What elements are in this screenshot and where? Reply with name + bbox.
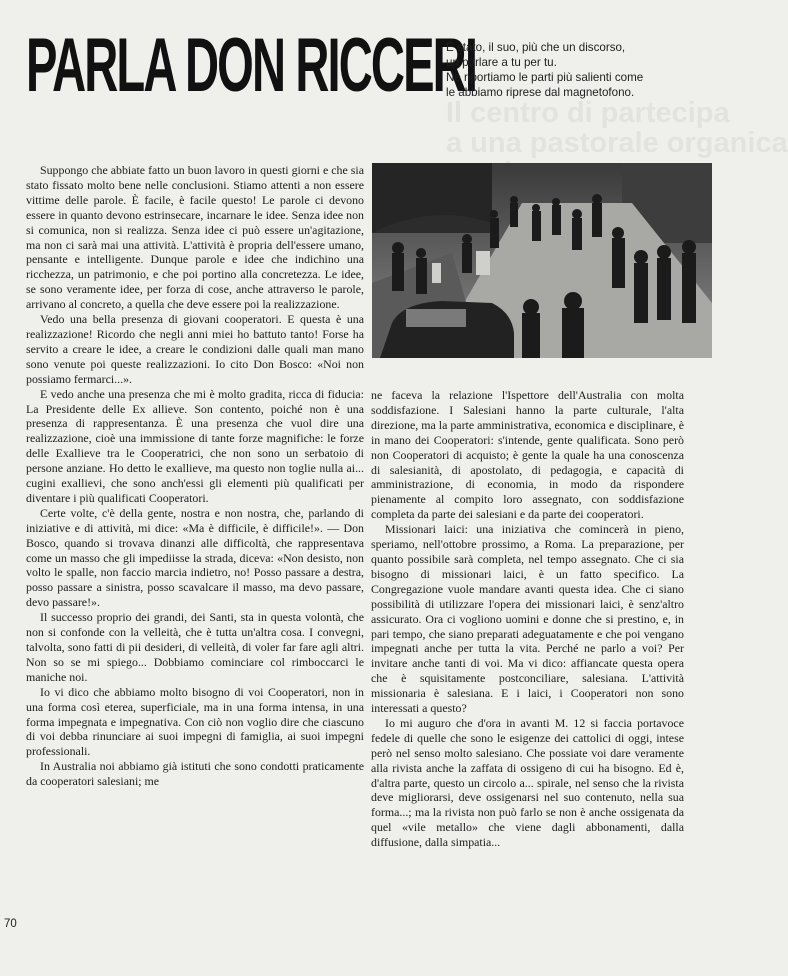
paragraph: Certe volte, c'è della gente, nostra e non nostra, che, parlando di iniziative e di attività, mi dice: «Ma è difficile, è difficile!». — Don Bosco, quando si trovava dinanzi alle difficoltà, che rappresentava come un masso che gli impediisse la strada, diceva: «Non desisto, non volto le spalle, non faccio marcia indietro, no! Posso passare a destra, posso passare a sinistra, posso scavalcare il masso, ma devo passare, devo passare!». [26,505,364,610]
right-text-column [371,388,684,850]
intro-line: È stato, il suo, più che un discorso, [446,41,626,54]
page-number: 70 [4,918,17,930]
show-through-text: Il centro di partecipa a una pastorale organica [446,97,788,159]
paragraph: Missionari laici: una iniziativa che comincerà in pieno, speriamo, nell'ottobre prossimo, a Roma. La preparazione, per quanto possibile sarà completa, nel tempo assegnato. Che ci sia bisogno di missionari laici, è un fatto specifico. La Congregazione vuole mandare avanti questa idea. Che ci siano possibilità di utilizzare l'opera dei missionari laici, è senz'altro assicurato. Ora ci vogliono uomini e donne che si prestino, e, in pari tempo, che siano preparati adeguatamente e che poi vengano impegnati anche per tutta la vita. Perché ne parlo a voi? Per invitare anche tanti di voi. Ma vi dico: affiancate questa opera che è squisitamente postconciliare, salesiana. L'attività missionaria è salesiana. E i laici, i Cooperatori non sono interessati a questo? [371,522,684,716]
paragraph: Vedo una bella presenza di giovani cooperatori. E questa è una realizzazione! Ricordo che negli anni miei ho battuto tanto! Forse ha servito a creare le idee, a creare le condizioni dalle quali man mano sono venute poi queste realizzazioni. Io cito Don Bosco: «Noi non possiamo fermarci...». [26,312,364,386]
intro-line: un parlare a tu per tu. [446,56,557,69]
paragraph: Io mi auguro che d'ora in avanti M. 12 si faccia portavoce fedele di quelle che sono le esigenze dei cattolici di oggi, intese però nel senso molto salesiano. Che possiate voi dare veramente alla rivista anche la zaffata di ossigeno di cui ha bisogno. Ed è, d'altra parte, questo un circolo a... spirale, nel senso che la rivista deve migliorarsi, deve ossigenarsi nel suo contenuto, nella sua forma...; ma la rivista non può farlo se non è anche ossigenata da quel «vile metallo» che viene dagli abbonamenti, dalla diffusione, dalla simpatia... [371,715,684,850]
paragraph: In Australia noi abbiamo già istituti che sono condotti praticamente da cooperatori salesiani; me [26,759,364,789]
article-photo [372,163,712,358]
article-title: PARLA DON RICCERI [26,23,477,108]
intro-line: Ne riportiamo le parti più salienti come [446,71,644,84]
paragraph: Suppongo che abbiate fatto un buon lavoro in questi giorni e che sia stato fissato molto bene nelle conclusioni. Stiamo attenti a non essere vittime delle parole. È facile, è facile questo! Le parole ci devono essere in quanto devono estrinsecare, incarnare le idee. Senza idee non si comunica, non si realizza. Senza idee ci può essere un'agitazione, ma non ci sarà mai una attività. L'attività è propria dell'essere umano, pensante e intelligente. Dunque parole e idee che indichino una ricchezza, un patrimonio, e che poi portino alla concretezza. Le idee, se sono veramente idee, per forza di cose, anche attraverso le parole, arrivano al concreto, a quella che deve essere poi la realizzazione. [26,163,364,312]
article-intro [446,40,702,100]
paragraph: ne faceva la relazione l'Ispettore dell'Australia con molta soddisfazione. I Salesiani hanno la parte culturale, l'alta direzione, ma la parte amministrativa, economica e disciplinare, è in mano dei Cooperatori: s'intende, gente qualificata. Sono però non Cooperatori di acquisto; è gente la quale ha una conoscenza di salesianità, di apostolato, di pedagogia, e capacità di amministrazione, di economia, in modo da rispondere pienamente al compito loro assegnato, con soddisfazione completa da parte dei salesiani e da parte dei cooperatori. [371,388,684,522]
left-text-column [26,163,364,789]
paragraph: E vedo anche una presenza che mi è molto gradita, ricca di fiducia: La Presidente delle Ex allieve. Son contento, poiché non è una presenza di rappresentanza. È una presenza che vuol dire una realizzazione, cioè una immissione di tante forze magnifiche: le forze delle Exallieve tra le Cooperatrici, che non sono un serbatoio di persone anziane. Ho detto le exallieve, ma questo non toglie nulla ai... cugini exallievi, che sono anch'essi gli elementi più qualificati per diventare i più qualificati Cooperatori. [26,386,364,505]
intro-line: le abbiamo riprese dal magnetofono. [446,86,635,99]
paragraph: Il successo proprio dei grandi, dei Santi, sta in questa volontà, che non si confonde con la velleità, che è tutta un'altra cosa. I convegni, talvolta, sono fatti di pii desideri, di velleità, di voler far fare agli altri. Non so se mi spiego... Dobbiamo cominciare col rimboccarci le maniche noi. [26,610,364,684]
paragraph: Io vi dico che abbiamo molto bisogno di voi Cooperatori, non in una forma così eterea, superficiale, ma in una forma intensa, in una forma impegnata e impegnativa. Con ciò non voglio dire che ciascuno di voi debba rinunciare ai suoi impegni di famiglia, ai suoi impegni professionali. [26,684,364,759]
